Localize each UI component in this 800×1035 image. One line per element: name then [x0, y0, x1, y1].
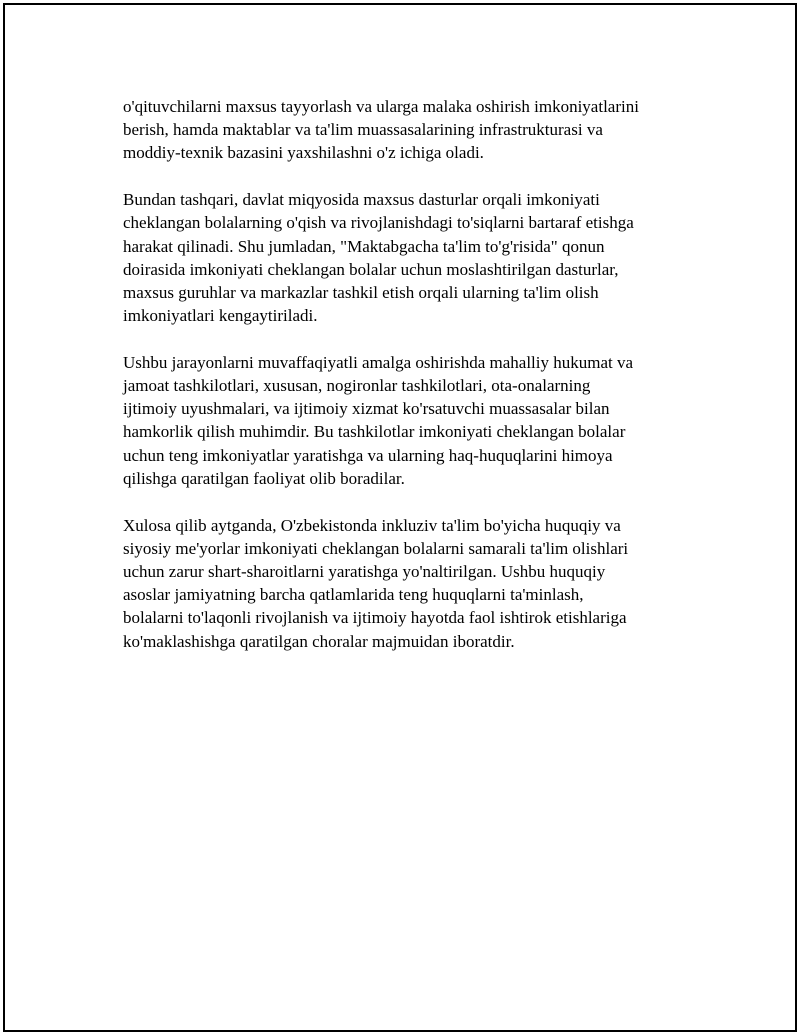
text-line: Ushbu jarayonlarni muvaffaqiyatli amalga oshirishda mahalliy hukumat va — [123, 352, 634, 372]
text-line: Xulosa qilib aytganda, O'zbekistonda inkluziv ta'lim bo'yicha huquqiy va — [123, 515, 621, 535]
page-frame — [3, 3, 797, 1032]
text-line: cheklangan bolalarning o'qish va rivojlanishdagi to'siqlarni bartaraf etishga — [123, 213, 634, 233]
text-line: doirasida imkoniyati cheklangan bolalar uchun moslashtirilgan dasturlar, — [123, 259, 619, 279]
text-line: imkoniyatlari kengaytiriladi. — [123, 306, 318, 326]
text-line: uchun zarur shart-sharoitlarni yaratishga yo'naltirilgan. Ushbu huquqiy — [123, 561, 606, 581]
text-line: ijtimoiy uyushmalari, va ijtimoiy xizmat ko'rsatuvchi muassasalar bilan — [123, 399, 610, 419]
paragraph-1 — [123, 95, 695, 165]
paragraph-3 — [123, 351, 695, 490]
text-line: asoslar jamiyatning barcha qatlamlarida teng huquqlarni ta'minlash, — [123, 585, 584, 605]
text-line: Bundan tashqari, davlat miqyosida maxsus dasturlar orqali imkoniyati — [123, 190, 600, 210]
text-line: moddiy-texnik bazasini yaxshilashni o'z ichiga oladi. — [123, 143, 484, 163]
text-line: qilishga qaratilgan faoliyat olib boradilar. — [123, 468, 405, 488]
text-line: maxsus guruhlar va markazlar tashkil etish orqali ularning ta'lim olish — [123, 282, 599, 302]
page-body — [123, 95, 695, 676]
text-line: harakat qilinadi. Shu jumladan, "Maktabgacha ta'lim to'g'risida" qonun — [123, 236, 605, 256]
text-line: jamoat tashkilotlari, xususan, nogironlar tashkilotlari, ota-onalarning — [123, 376, 591, 396]
text-line: bolalarni to'laqonli rivojlanish va ijtimoiy hayotda faol ishtirok etishlariga — [123, 608, 627, 628]
text-line: o'qituvchilarni maxsus tayyorlash va ularga malaka oshirish imkoniyatlarini — [123, 97, 639, 116]
text-line: ko'maklashishga qaratilgan choralar majmuidan iboratdir. — [123, 631, 515, 651]
paragraph-4 — [123, 514, 695, 653]
text-line: berish, hamda maktablar va ta'lim muassasalarining infrastrukturasi va — [123, 120, 603, 140]
text-line: hamkorlik qilish muhimdir. Bu tashkilotlar imkoniyati cheklangan bolalar — [123, 422, 626, 442]
text-line: siyosiy me'yorlar imkoniyati cheklangan bolalarni samarali ta'lim olishlari — [123, 538, 629, 558]
text-line: uchun teng imkoniyatlar yaratishga va ularning haq-huquqlarini himoya — [123, 445, 613, 465]
paragraph-2 — [123, 188, 695, 327]
